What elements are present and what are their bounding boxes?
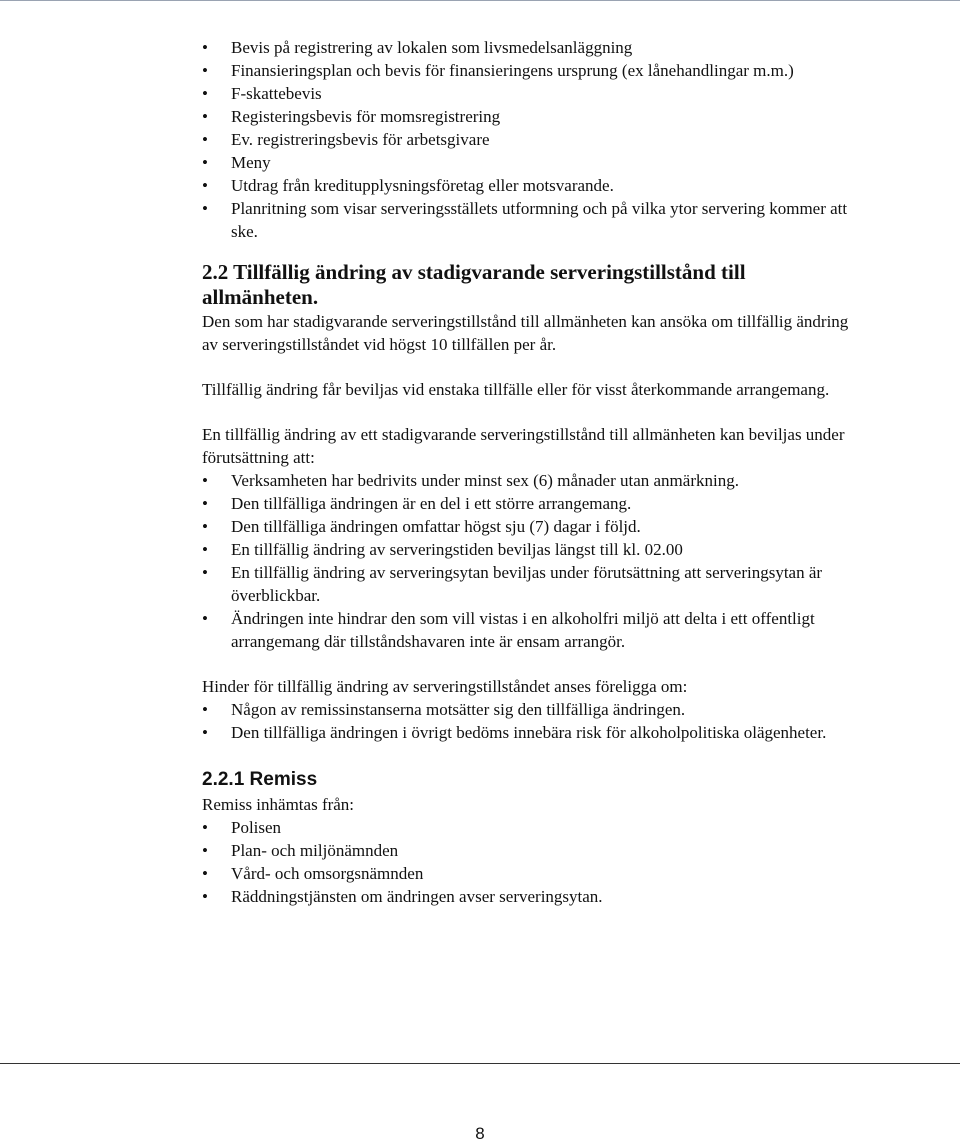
list-item: • Plan- och miljönämnden xyxy=(202,839,852,862)
section-heading-2-2: 2.2 Tillfällig ändring av stadigvarande serveringstillstånd till allmänheten. xyxy=(202,260,746,309)
list-item: • Verksamheten har bedrivits under minst sex (6) månader utan anmärkning. xyxy=(202,469,852,492)
list-item: • Finansieringsplan och bevis för finansieringens ursprung (ex lånehandlingar m.m.) xyxy=(202,59,852,82)
list-item: • Den tillfälliga ändringen i övrigt bedöms innebära risk för alkoholpolitiska olägenheter. xyxy=(202,721,852,744)
section-heading-2-2-1: 2.2.1 Remiss xyxy=(202,769,318,790)
list-item: • Den tillfälliga ändringen omfattar högst sju (7) dagar i följd. xyxy=(202,515,852,538)
list-item: • En tillfällig ändring av serveringsytan beviljas under förutsättning att serveringsytan är överblickbar. xyxy=(202,561,852,607)
requirements-list xyxy=(202,36,852,243)
remiss-bodies-list xyxy=(202,816,852,908)
list-item: • Utdrag från kreditupplysningsföretag eller motsvarande. xyxy=(202,174,852,197)
list-item: • Bevis på registrering av lokalen som livsmedelsanläggning xyxy=(202,36,852,59)
obstacles-list xyxy=(202,698,852,744)
list-item: • Räddningstjänsten om ändringen avser serveringsytan. xyxy=(202,885,852,908)
list-item: • Polisen xyxy=(202,816,852,839)
list-item: • Registeringsbevis för momsregistrering xyxy=(202,105,852,128)
footer-divider xyxy=(0,1063,960,1064)
list-item: • Den tillfälliga ändringen är en del i ett större arrangemang. xyxy=(202,492,852,515)
paragraph: Tillfällig ändring får beviljas vid enstaka tillfälle eller för visst återkommande arrangemang. xyxy=(202,380,830,399)
list-item: • Ev. registreringsbevis för arbetsgivare xyxy=(202,128,852,151)
list-item: • F-skattebevis xyxy=(202,82,852,105)
list-item: • Vård- och omsorgsnämnden xyxy=(202,862,852,885)
page-number: 8 xyxy=(475,1124,485,1143)
conditions-list xyxy=(202,469,852,653)
paragraph: Den som har stadigvarande serveringstillstånd till allmänheten kan ansöka om tillfällig ändring av serveringstillståndet vid högst 10 tillfällen per år. xyxy=(202,312,849,354)
paragraph: Remiss inhämtas från: xyxy=(202,795,355,814)
list-item: • Ändringen inte hindrar den som vill vistas i en alkoholfri miljö att delta i ett offentligt arrangemang där tillståndshavaren inte är ensam arrangör. xyxy=(202,607,852,653)
list-item: • Någon av remissinstanserna motsätter sig den tillfälliga ändringen. xyxy=(202,698,852,721)
document-page-body xyxy=(202,36,852,908)
paragraph: En tillfällig ändring av ett stadigvarande serveringstillstånd till allmänheten kan beviljas under förutsättning att: xyxy=(202,425,845,467)
list-item: • En tillfällig ändring av serveringstiden beviljas längst till kl. 02.00 xyxy=(202,538,852,561)
list-item: • Meny xyxy=(202,151,852,174)
paragraph: Hinder för tillfällig ändring av serveringstillståndet anses föreligga om: xyxy=(202,677,688,696)
top-border-line xyxy=(0,0,960,1)
list-item: • Planritning som visar serveringsställets utformning och på vilka ytor servering kommer att ske. xyxy=(202,197,852,243)
